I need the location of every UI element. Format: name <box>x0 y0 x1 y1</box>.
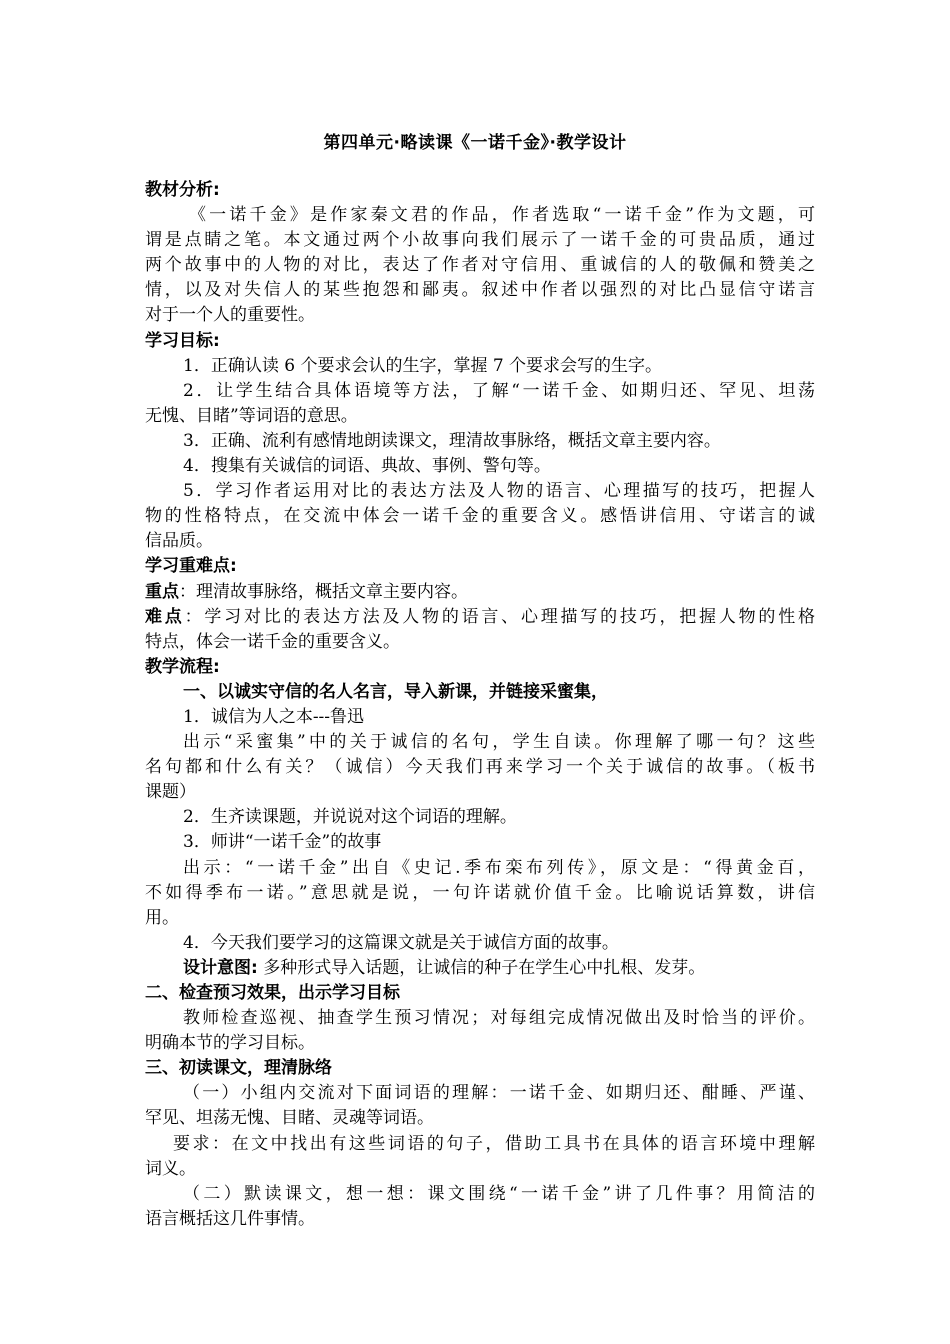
paragraph-line: 两个故事中的人物的对比，表达了作者对守信用、重诚信的人的敬佩和赞美之 <box>145 255 815 276</box>
section-heading-analysis: 教材分析: <box>145 180 220 200</box>
step-item: 4．今天我们要学习的这篇课文就是关于诚信方面的故事。 <box>183 932 619 953</box>
step-heading: 一、以诚实守信的名人名言，导入新课，并链接采蜜集， <box>183 681 608 702</box>
step-paragraph: 不如得季布一诺。”意思就是说，一句许诺就价值千金。比喻说话算数，讲信 <box>145 882 815 903</box>
step-paragraph: （一）小组内交流对下面词语的理解：一诺千金、如期归还、酣睡、严谨、 <box>183 1083 815 1104</box>
goal-item-continued: 信品质。 <box>145 531 213 552</box>
step-paragraph: 罕见、坦荡无愧、目睹、灵魂等词语。 <box>145 1108 434 1129</box>
paragraph-line: 对于一个人的重要性。 <box>145 305 315 326</box>
section-heading-goals: 学习目标: <box>145 330 220 351</box>
key-point-text: ：理清故事脉络，概括文章主要内容。 <box>179 581 468 602</box>
step-item: 2．生齐读课题，并说说对这个词语的理解。 <box>183 807 517 828</box>
goal-item: 1．正确认读 6 个要求会认的生字，掌握 7 个要求会写的生字。 <box>183 355 663 376</box>
step-paragraph: 出示“采蜜集”中的关于诚信的名句，学生自读。你理解了哪一句？这些 <box>183 732 815 753</box>
step-paragraph: 语言概括这几件事情。 <box>145 1208 315 1229</box>
step-paragraph: 课题） <box>145 782 196 803</box>
step-heading: 二、检查预习效果，出示学习目标 <box>145 983 400 1003</box>
design-intent <box>145 956 815 981</box>
paragraph-line: 《一诺千金》是作家秦文君的作品，作者选取“一诺千金”作为文题，可 <box>189 205 815 226</box>
document-title: 第四单元·略读课《一诺千金》·教学设计 <box>323 133 627 153</box>
key-point <box>145 580 815 605</box>
difficult-point-label: 难点 <box>145 606 185 627</box>
goal-item-continued: 无愧、目睹”等词语的意思。 <box>145 405 358 426</box>
difficult-point-continued: 特点，体会一诺千金的重要含义。 <box>145 631 400 652</box>
goal-item: 5．学习作者运用对比的表达方法及人物的语言、心理描写的技巧，把握人 <box>183 481 815 502</box>
step-paragraph: 出示：“一诺千金”出自《史记.季布栾布列传》，原文是：“得黄金百， <box>183 857 815 878</box>
section-heading-process: 教学流程: <box>145 656 220 677</box>
goal-item: 2．让学生结合具体语境等方法，了解“一诺千金、如期归还、罕见、坦荡 <box>183 380 815 401</box>
difficult-point-text: ：学习对比的表达方法及人物的语言、心理描写的技巧，把握人物的性格 <box>184 606 816 627</box>
step-paragraph: 要求：在文中找出有这些词语的句子，借助工具书在具体的语言环境中理解 <box>173 1133 815 1154</box>
document-body <box>145 178 815 1232</box>
goal-item-continued: 物的性格特点，在交流中体会一诺千金的重要含义。感悟讲信用、守诺言的诚 <box>145 506 815 527</box>
design-intent-label: 设计意图: <box>183 957 258 978</box>
step-item: 1．诚信为人之本---鲁迅 <box>183 706 365 727</box>
key-point-label: 重点 <box>145 581 179 602</box>
step-paragraph: （二）默读课文，想一想：课文围绕“一诺千金”讲了几件事？用简洁的 <box>183 1183 815 1204</box>
goal-item: 4．搜集有关诚信的词语、典故、事例、警句等。 <box>183 456 551 477</box>
step-paragraph: 名句都和什么有关？（诚信）今天我们再来学习一个关于诚信的故事。（板书 <box>145 757 815 778</box>
step-paragraph: 用。 <box>145 907 179 928</box>
difficult-point <box>145 605 815 630</box>
step-paragraph: 教师检查巡视、抽查学生预习情况；对每组完成情况做出及时恰当的评价。 <box>183 1008 815 1029</box>
design-intent-text: 多种形式导入话题，让诚信的种子在学生心中扎根、发芽。 <box>257 957 706 978</box>
paragraph-line: 情，以及对失信人的某些抱怨和鄙夷。叙述中作者以强烈的对比凸显信守诺言 <box>145 280 815 301</box>
section-heading-keypoints: 学习重难点: <box>145 556 237 577</box>
step-paragraph: 词义。 <box>145 1158 196 1179</box>
goal-item: 3．正确、流利有感情地朗读课文，理清故事脉络，概括文章主要内容。 <box>183 430 721 451</box>
paragraph-line: 谓是点睛之笔。本文通过两个小故事向我们展示了一诺千金的可贵品质，通过 <box>145 230 815 251</box>
step-item: 3．师讲“一诺千金”的故事 <box>183 832 382 853</box>
step-heading: 三、初读课文，理清脉络 <box>145 1058 332 1079</box>
step-paragraph: 明确本节的学习目标。 <box>145 1033 315 1054</box>
